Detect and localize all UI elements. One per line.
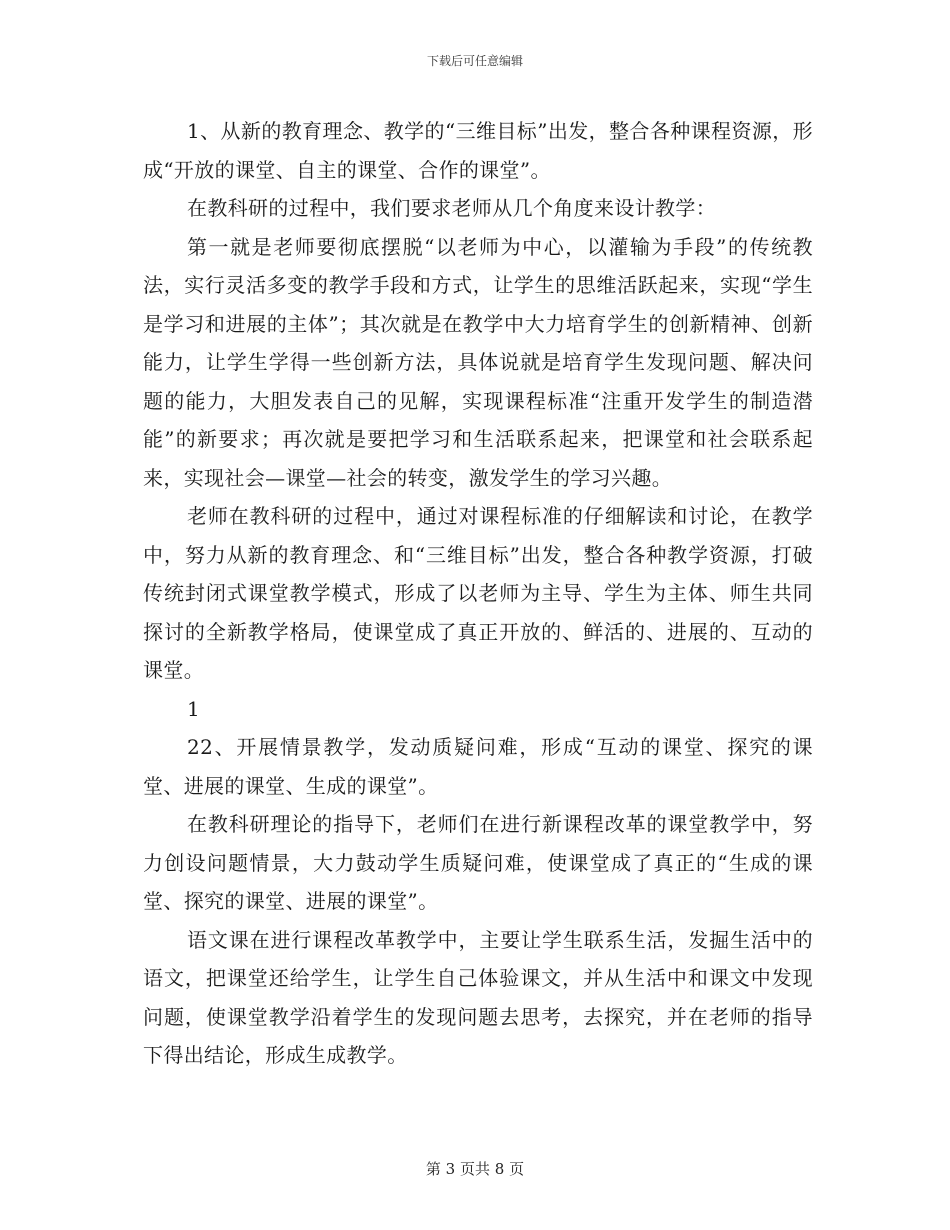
inline-number: 1 [187,696,200,721]
paragraph: 在教科研理论的指导下，老师们在进行新课程改革的课堂教学中，努力创设问题情景，大力鼓动学生质疑问难，使课堂成了真正的“生成的课堂、探究的课堂、进展的课堂”。 [143,812,813,913]
paragraph: 第一就是老师要彻底摆脱“以老师为中心，以灌输为手段”的传统教法，实行灵活多变的教学手段和方式，让学生的思维活跃起来，实现“学生是学习和进展的主体”；其次就是在教学中大力培育学生的创新精神、创新能力，让学生学得一些创新方法，具体说就是培育学生发现问题、解决问题的能力，大胆发表自己的见解，实现课程标准“注重开发学生的制造潜能”的新要求；再次就是要把学习和生活联系起来，把课堂和社会联系起来，实现社会—课堂—社会的转变，激发学生的学习兴趣。 [143,234,813,490]
paragraph: 老师在教科研的过程中，通过对课程标准的仔细解读和讨论，在教学中，努力从新的教育理念、和“三维目标”出发，整合各种教学资源，打破传统封闭式课堂教学模式，形成了以老师为主导、学生为主体、师生共同探讨的全新教学格局，使课堂成了真正开放的、鲜活的、进展的、互动的课堂。 [143,504,813,682]
paragraph: 语文课在进行课程改革教学中，主要让学生联系生活，发掘生活中的语文，把课堂还给学生，让学生自己体验课文，并从生活中和课文中发现问题，使课堂教学沿着学生的发现问题去思考，去探究，并在老师的指导下得出结论，形成生成教学。 [143,927,813,1067]
document-body [143,112,813,1075]
paragraph: 在教科研的过程中，我们要求老师从几个角度来设计教学： [187,196,717,220]
page-header: 下载后可任意编辑 [426,54,523,68]
paragraph: 1、从新的教育理念、教学的“三维目标”出发，整合各种课程资源，形成“开放的课堂、自主的课堂、合作的课堂”。 [143,119,813,182]
paragraph: 22、开展情景教学，发动质疑问难，形成“互动的课堂、探究的课堂、进展的课堂、生成的课堂”。 [143,735,813,798]
page-footer: 第 3 页共 8 页 [425,1160,525,1178]
